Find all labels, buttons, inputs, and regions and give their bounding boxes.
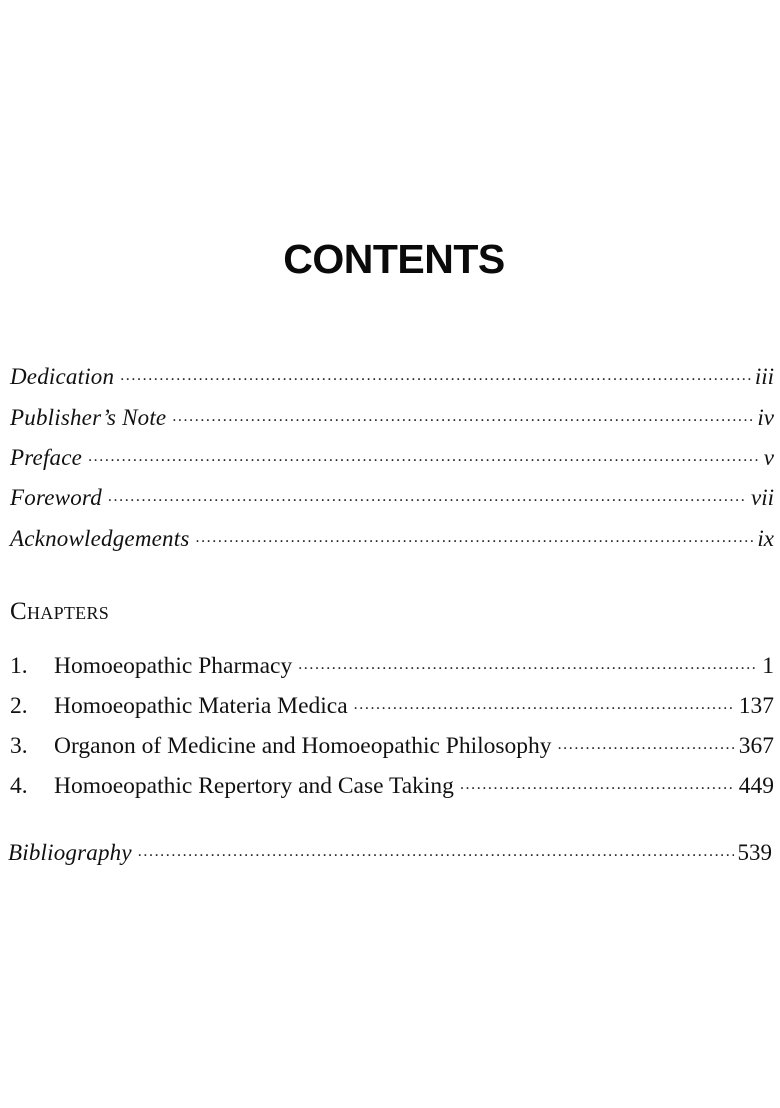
chapter-page: 367: [738, 733, 774, 759]
toc-chapter-4[interactable]: [10, 771, 774, 801]
toc-entry-preface[interactable]: [10, 443, 774, 473]
toc-chapter-1[interactable]: [10, 651, 774, 681]
toc-entry-label: Acknowledgements: [10, 526, 190, 551]
chapter-title: Homoeopathic Repertory and Case Taking: [54, 773, 454, 799]
toc-entry-label: Foreword: [10, 485, 102, 510]
toc-entry-publishers-note[interactable]: [10, 403, 774, 433]
toc-entry-page: iii: [754, 364, 774, 389]
chapter-number: 4.: [10, 773, 28, 799]
chapter-title: Organon of Medicine and Homoeopathic Philosophy: [54, 733, 552, 759]
dot-leader: [195, 524, 753, 546]
toc-entry-label: Bibliography: [8, 840, 132, 865]
chapter-title: Homoeopathic Pharmacy: [54, 653, 293, 679]
chapter-title: Homoeopathic Materia Medica: [54, 693, 348, 719]
dot-leader: [354, 691, 735, 713]
chapter-page: 1: [762, 653, 774, 679]
dot-leader: [108, 483, 747, 505]
chapter-page: 137: [738, 693, 774, 719]
toc-entry-page: 539: [737, 840, 772, 865]
toc-entry-label: Preface: [10, 445, 83, 470]
chapters-heading: Chapters: [10, 598, 110, 625]
dot-leader: [88, 443, 760, 465]
chapter-page: 449: [738, 773, 774, 799]
toc-entry-page: vii: [751, 485, 774, 510]
dot-leader: [460, 771, 735, 793]
toc-entry-dedication[interactable]: [10, 362, 774, 392]
toc-entry-foreword[interactable]: [10, 483, 774, 513]
dot-leader: [298, 651, 758, 673]
toc-chapter-3[interactable]: [10, 731, 774, 761]
toc-entry-page: v: [763, 445, 774, 470]
toc-entry-label: Publisher’s Note: [10, 405, 167, 430]
dot-leader: [138, 838, 734, 860]
toc-chapter-2[interactable]: [10, 691, 774, 721]
toc-entry-acknowledgements[interactable]: [10, 524, 774, 554]
toc-entry-bibliography[interactable]: [8, 838, 772, 868]
toc-entry-label: Dedication: [10, 364, 115, 389]
dot-leader: [120, 362, 751, 384]
chapter-number: 1.: [10, 653, 28, 679]
chapter-number: 2.: [10, 693, 28, 719]
dot-leader: [172, 403, 753, 425]
chapter-number: 3.: [10, 733, 28, 759]
page-title: CONTENTS: [283, 236, 505, 282]
toc-entry-page: ix: [757, 526, 774, 551]
dot-leader: [558, 731, 735, 753]
toc-entry-page: iv: [757, 405, 774, 430]
